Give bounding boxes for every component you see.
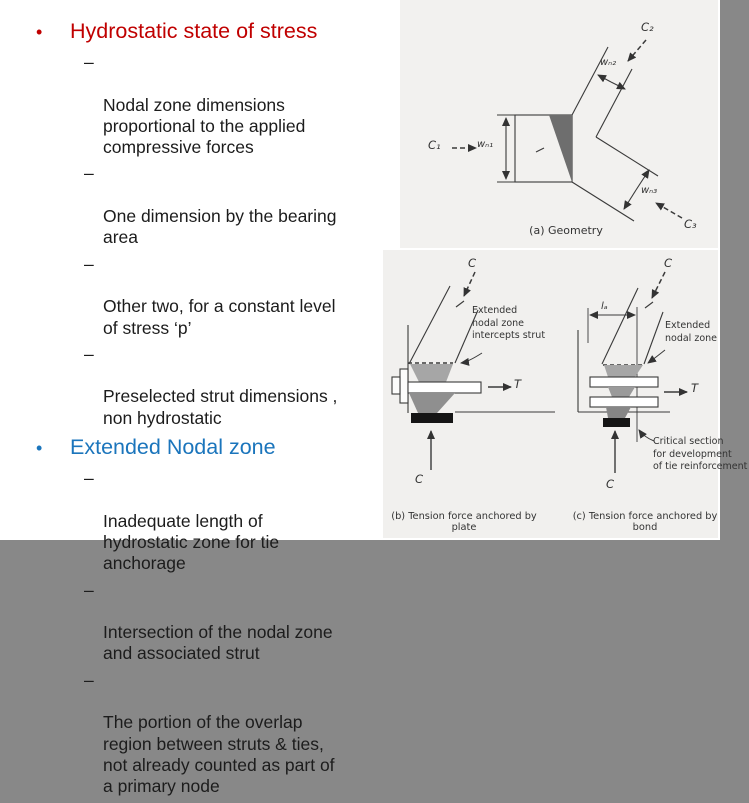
strut-edge: [602, 288, 638, 364]
bullet-item-text: Preselected strut dimensions , non hydrostatic: [103, 386, 338, 428]
strut-edge: [644, 312, 663, 364]
bearing-plate: [411, 413, 453, 423]
dash-icon: –: [84, 669, 94, 690]
nodal-zone-shading: [608, 387, 635, 397]
nodal-zone-shading: [409, 393, 455, 413]
tie-bar-lower: [590, 397, 658, 407]
dash-icon: –: [84, 163, 94, 184]
anchor-plate: [400, 369, 408, 403]
t-label: T: [514, 377, 522, 391]
bullet-item-text: Other two, for a constant level of stress ‘p’: [103, 296, 336, 338]
bullet-item-text: Nodal zone dimensions proportional to the applied compressive forces: [103, 94, 306, 158]
strut-overlap-shaded-triangle: [549, 115, 572, 182]
tie-bar-upper: [590, 377, 658, 387]
c-top-label: C: [468, 256, 477, 270]
extended-nodal-zone-note: Extended nodal zone: [665, 320, 718, 344]
note-leader-line: [648, 350, 665, 363]
figure-b-caption: (b) Tension force anchored by plate: [391, 511, 537, 533]
t-label: T: [691, 381, 699, 395]
c1-label: C₁: [428, 138, 441, 152]
c2-force-arrow: [628, 40, 646, 61]
heading-extended-nodal-zone: [28, 434, 392, 461]
c2-label: C₂: [641, 20, 654, 34]
critical-section-note: Critical section for development of tie reinforcement: [653, 436, 748, 472]
bullet-item: [28, 670, 392, 798]
dash-icon: –: [84, 52, 94, 72]
strut-end-tick: [456, 301, 464, 307]
figure-b-plate-anchor: [385, 250, 565, 538]
heading-hydrostatic-label: Hydrostatic state of stress: [70, 19, 318, 43]
bullet-item: [28, 344, 392, 429]
strut-edge: [409, 286, 450, 364]
figure-a-caption: (a) Geometry: [529, 224, 603, 237]
lower-strut-edge: [572, 182, 634, 221]
nodal-zone-shading: [606, 407, 631, 418]
bullet-item-text: One dimension by the bearing area: [103, 206, 337, 248]
extended-nodal-zone-shading: [410, 364, 453, 382]
break-mark: [536, 148, 544, 152]
bullet-item-text: The portion of the overlap region between struts & ties, not already counted as part of a primary node: [103, 712, 335, 797]
bullet-item: [28, 52, 392, 158]
c-force-arrow: [464, 272, 475, 296]
heading-hydrostatic: [28, 18, 392, 45]
dash-icon: –: [84, 253, 94, 274]
wn3-label: wₙ₃: [641, 185, 658, 196]
bullet-item: [28, 580, 392, 665]
c3-force-arrow: [656, 203, 682, 218]
figure-c-caption: (c) Tension force anchored by bond: [572, 511, 718, 533]
c-bottom-label: C: [415, 472, 424, 486]
wn1-label: wₙ₁: [477, 139, 494, 150]
bullet-item: [28, 254, 392, 339]
c-bottom-label: C: [606, 477, 615, 491]
bullet-item-text: Intersection of the nodal zone and associated strut: [103, 622, 333, 664]
bearing-area: [603, 418, 630, 427]
bullet-item: [28, 163, 392, 248]
wn3-dimension-arrow: [624, 190, 636, 209]
wn2-label: wₙ₂: [600, 57, 617, 68]
c-top-label: C: [664, 256, 673, 270]
tie-bar: [408, 382, 481, 393]
extended-nodal-zone-note: Extended nodal zone intercepts strut: [472, 305, 546, 341]
bullet-text-column: [28, 18, 392, 803]
strut-end-tick: [645, 302, 653, 308]
dash-icon: –: [84, 343, 94, 364]
dash-icon: –: [84, 468, 94, 489]
la-label: lₐ: [601, 301, 608, 312]
dash-icon: –: [84, 579, 94, 600]
note-leader-line: [461, 353, 482, 363]
anchor-nut: [392, 377, 400, 394]
figure-a-geometry: [400, 0, 720, 250]
heading-extended-nodal-zone-label: Extended Nodal zone: [70, 435, 276, 460]
c-force-arrow: [652, 272, 665, 298]
wn2-dimension-arrow: [598, 75, 611, 82]
bullet-icon: •: [36, 22, 43, 42]
bullet-item: [28, 468, 392, 574]
critical-leader-line: [639, 430, 654, 441]
upper-strut-edge: [596, 69, 632, 137]
c3-label: C₃: [684, 217, 697, 231]
bullet-item-text: Inadequate length of hydrostatic zone for tie anchorage: [103, 510, 280, 574]
bullet-icon: •: [36, 438, 43, 459]
